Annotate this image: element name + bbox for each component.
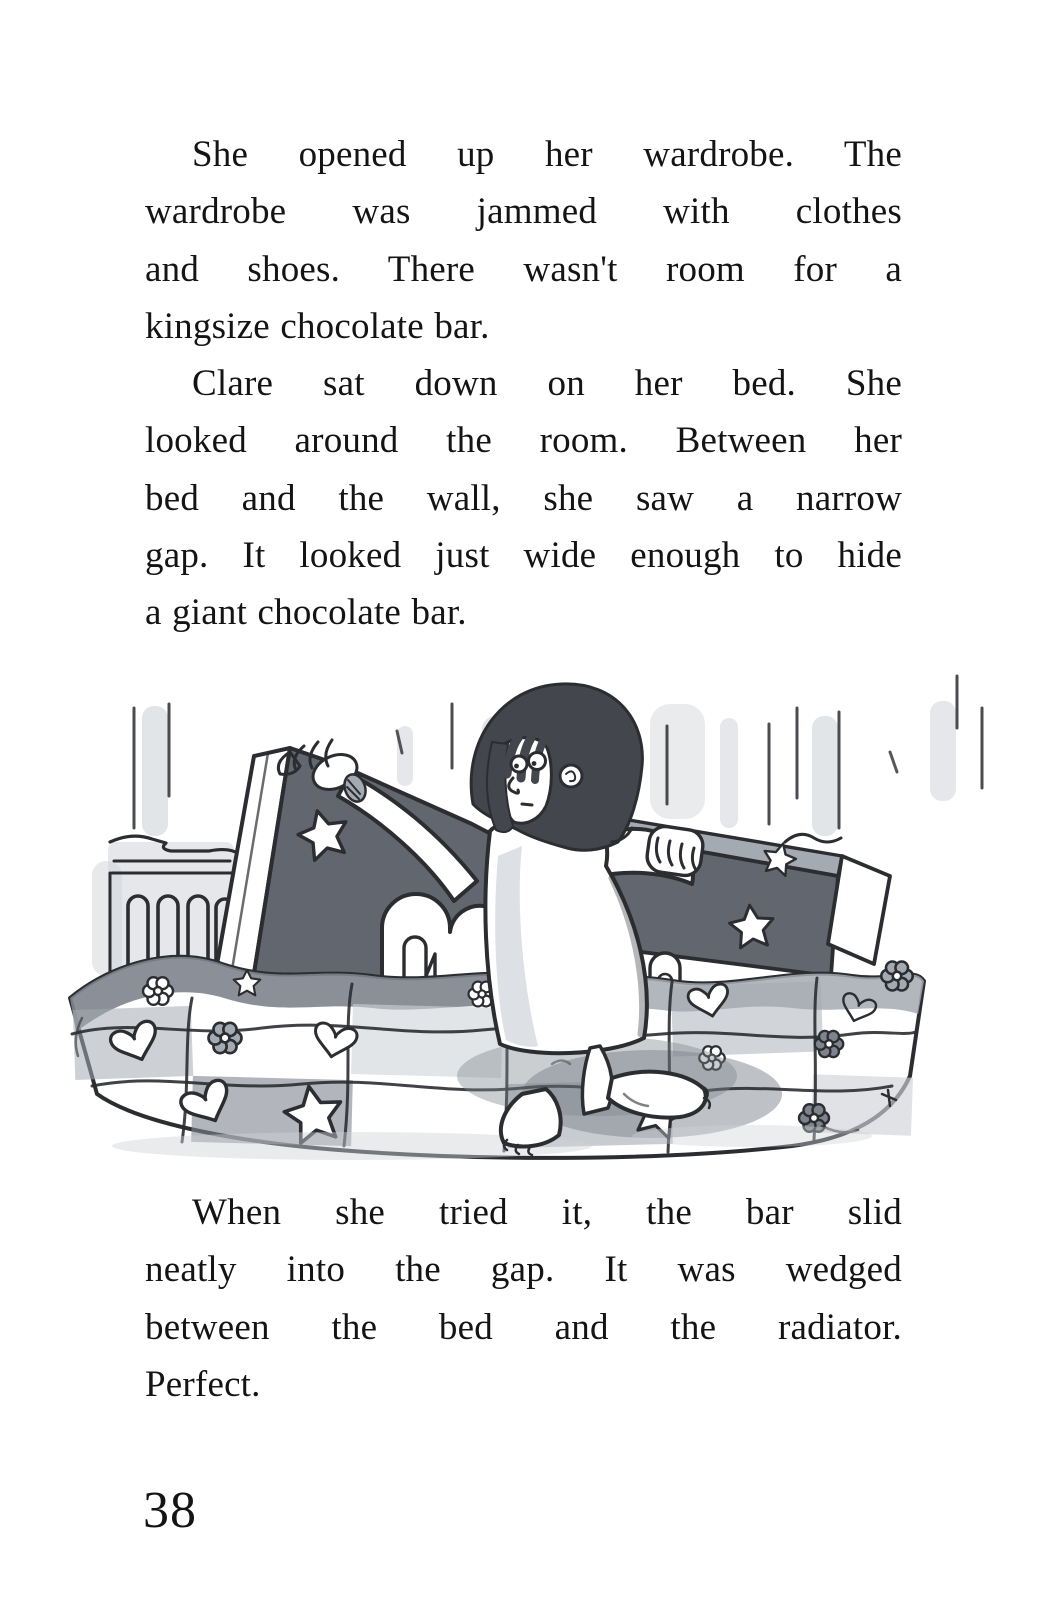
text-line: a giant chocolate bar.: [145, 592, 467, 634]
text-line: neatly into the gap. It was wedged: [145, 1249, 902, 1291]
text-line: kingsize chocolate bar.: [145, 305, 490, 347]
right-hand: [645, 824, 705, 877]
text-line: wardrobe was jammed with clothes: [145, 191, 902, 233]
story-text-upper: [145, 126, 902, 642]
text-line: bed and the wall, she saw a narrow: [145, 477, 902, 519]
text-line: between the bed and the radiator.: [145, 1306, 902, 1348]
story-illustration: [52, 646, 992, 1166]
text-line: Clare sat down on her bed. She: [192, 363, 902, 405]
text-line: Perfect.: [145, 1363, 261, 1405]
flower-motif: [143, 977, 173, 1005]
flower-motif: [815, 1031, 844, 1057]
text-line: looked around the room. Between her: [145, 420, 902, 462]
text-line: When she tried it, the bar slid: [192, 1192, 902, 1233]
flower-motif: [209, 1023, 242, 1053]
text-line: gap. It looked just wide enough to hide: [145, 535, 902, 577]
page-number: 38: [143, 1482, 197, 1539]
text-line: She opened up her wardrobe. The: [192, 134, 902, 175]
flower-motif: [881, 962, 913, 991]
story-text-lower: [145, 1184, 902, 1413]
text-line: and shoes. There wasn't room for a: [145, 248, 902, 290]
head: [471, 684, 642, 850]
